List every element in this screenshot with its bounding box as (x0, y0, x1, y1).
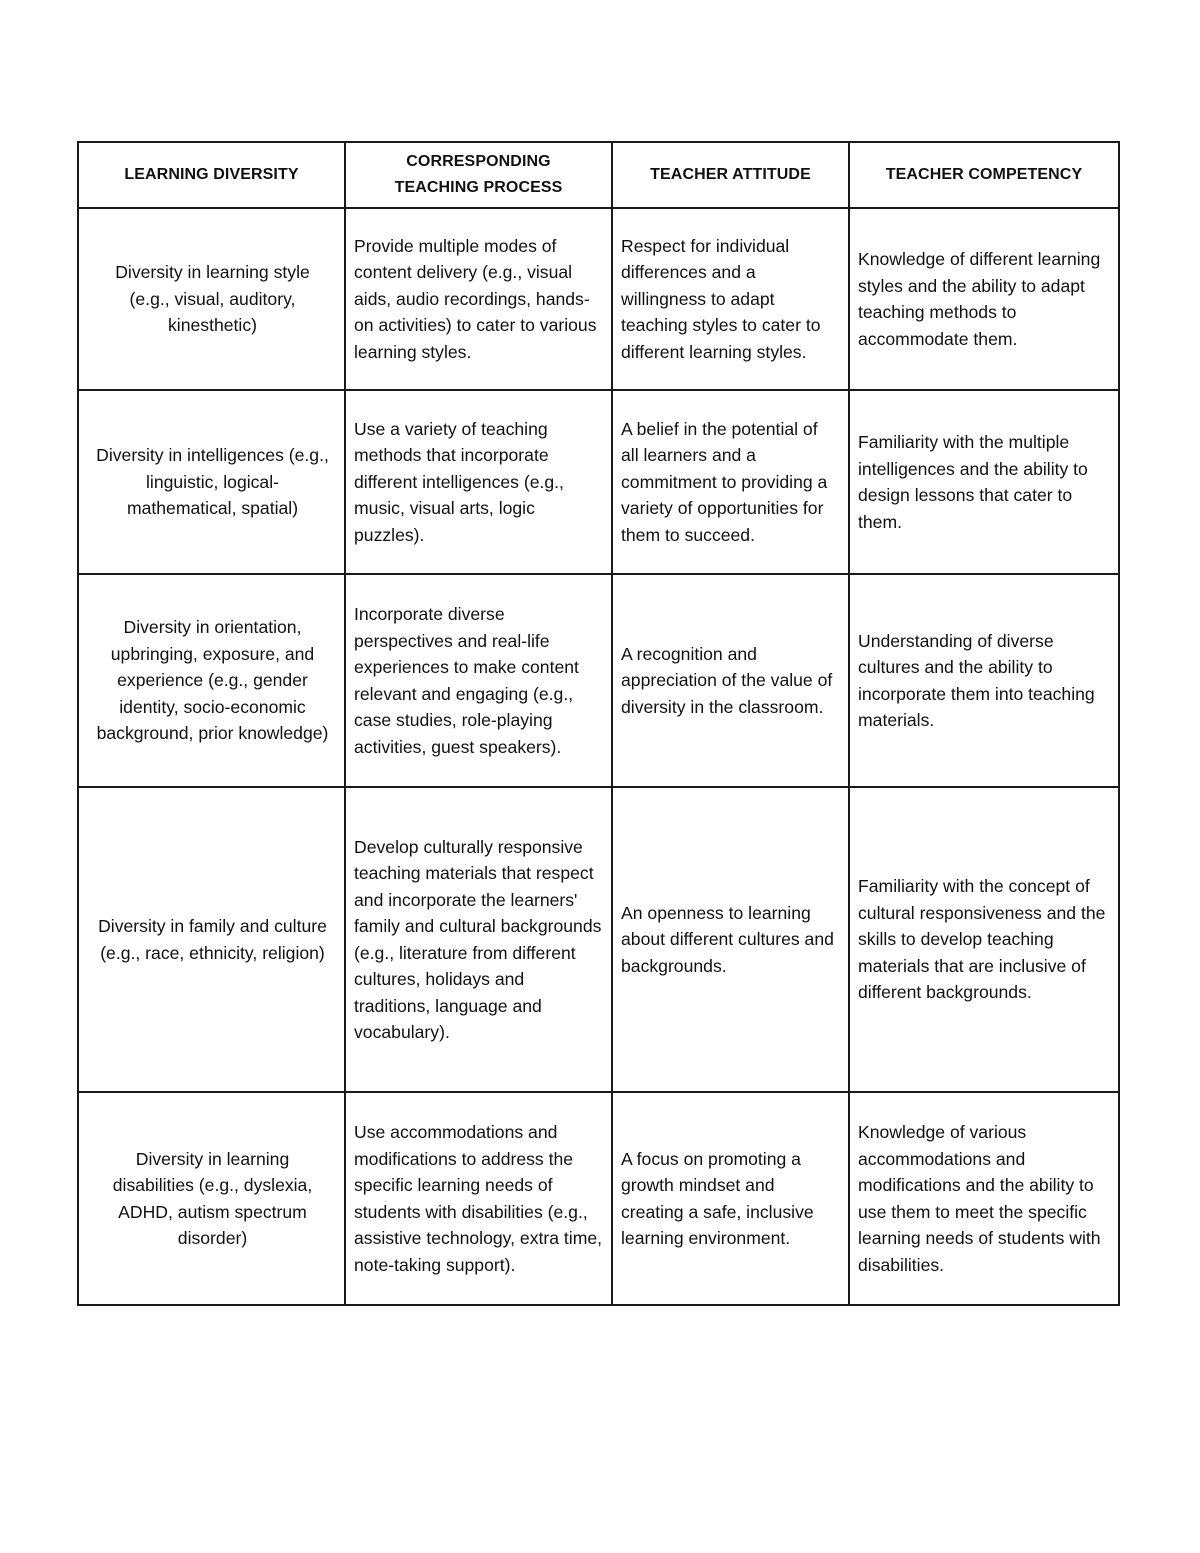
cell-attitude: A focus on promoting a growth mindset and creating a safe, inclusive learning environment. (612, 1092, 849, 1305)
table-row (78, 390, 1119, 574)
cell-process: Use a variety of teaching methods that incorporate different intelligences (e.g., music, visual arts, logic puzzles). (345, 390, 612, 574)
cell-process: Develop culturally responsive teaching materials that respect and incorporate the learners' family and cultural backgrounds (e.g., literature from different cultures, holidays and traditions, language and vocabulary). (345, 787, 612, 1092)
cell-attitude: A recognition and appreciation of the value of diversity in the classroom. (612, 574, 849, 787)
cell-competency: Familiarity with the multiple intelligences and the ability to design lessons that cater to them. (849, 390, 1119, 574)
cell-process: Incorporate diverse perspectives and real-life experiences to make content relevant and engaging (e.g., case studies, role-playing activities, guest speakers). (345, 574, 612, 787)
learning-diversity-table (77, 141, 1120, 1306)
cell-attitude: An openness to learning about different cultures and backgrounds. (612, 787, 849, 1092)
header-teaching-process: CORRESPONDING TEACHING PROCESS (345, 142, 612, 208)
cell-competency: Understanding of diverse cultures and the ability to incorporate them into teaching materials. (849, 574, 1119, 787)
cell-competency: Knowledge of different learning styles and the ability to adapt teaching methods to accommodate them. (849, 208, 1119, 390)
cell-competency: Knowledge of various accommodations and modifications and the ability to use them to meet the specific learning needs of students with disabilities. (849, 1092, 1119, 1305)
cell-diversity: Diversity in learning disabilities (e.g., dyslexia, ADHD, autism spectrum disorder) (78, 1092, 345, 1305)
cell-diversity: Diversity in orientation, upbringing, exposure, and experience (e.g., gender identity, socio-economic background, prior knowledge) (78, 574, 345, 787)
table-row (78, 574, 1119, 787)
table-row (78, 787, 1119, 1092)
cell-process: Provide multiple modes of content delivery (e.g., visual aids, audio recordings, hands-on activities) to cater to various learning styles. (345, 208, 612, 390)
header-teacher-attitude: TEACHER ATTITUDE (612, 142, 849, 208)
cell-diversity: Diversity in family and culture (e.g., race, ethnicity, religion) (78, 787, 345, 1092)
cell-process: Use accommodations and modifications to address the specific learning needs of students with disabilities (e.g., assistive technology, extra time, note-taking support). (345, 1092, 612, 1305)
table-row (78, 1092, 1119, 1305)
cell-attitude: Respect for individual differences and a willingness to adapt teaching styles to cater to different learning styles. (612, 208, 849, 390)
cell-diversity: Diversity in intelligences (e.g., linguistic, logical-mathematical, spatial) (78, 390, 345, 574)
cell-diversity: Diversity in learning style (e.g., visual, auditory, kinesthetic) (78, 208, 345, 390)
cell-attitude: A belief in the potential of all learners and a commitment to providing a variety of opportunities for them to succeed. (612, 390, 849, 574)
table-row (78, 208, 1119, 390)
cell-competency: Familiarity with the concept of cultural responsiveness and the skills to develop teaching materials that are inclusive of different backgrounds. (849, 787, 1119, 1092)
header-row (78, 142, 1119, 208)
header-teacher-competency: TEACHER COMPETENCY (849, 142, 1119, 208)
header-learning-diversity: LEARNING DIVERSITY (78, 142, 345, 208)
